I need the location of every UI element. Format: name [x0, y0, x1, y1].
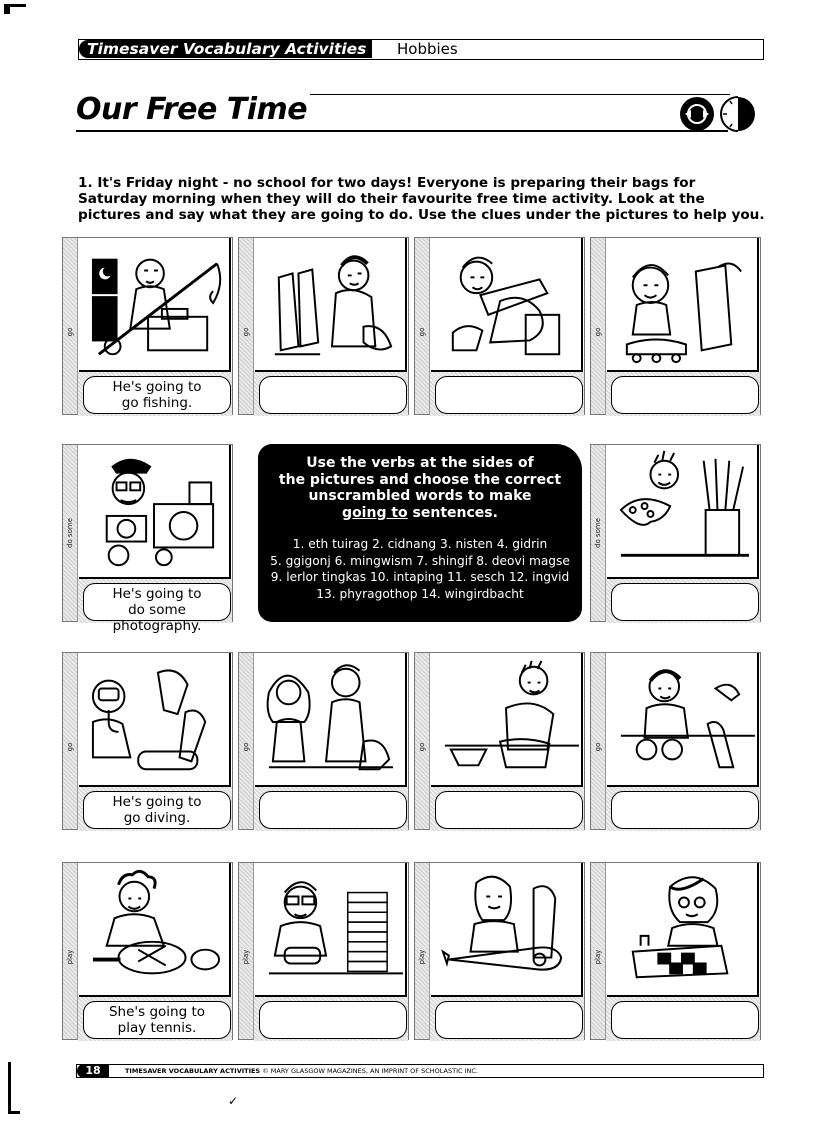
page-footer [76, 1064, 764, 1078]
card-tennis [62, 862, 233, 1040]
answer-bubble[interactable] [611, 1001, 759, 1039]
swimming-icon [431, 653, 583, 787]
check-mark-icon: ✓ [228, 1094, 239, 1108]
card-dancing [238, 652, 409, 830]
title-rule-top [310, 94, 730, 95]
birdwatching-icon [607, 653, 759, 787]
card-verb: go [594, 742, 602, 752]
answer-bubble[interactable]: He's going to do some photography. [83, 583, 231, 621]
card-verb: go [66, 742, 74, 752]
card-verb: go [242, 742, 250, 752]
answer-bubble[interactable] [611, 583, 759, 621]
card-jogging [414, 237, 585, 415]
answer-bubble[interactable] [435, 1001, 583, 1039]
answer-bubble[interactable] [435, 791, 583, 829]
margin-bar-foot [8, 1111, 20, 1114]
series-header [78, 39, 764, 60]
card-fishing [62, 237, 233, 415]
answer-bubble[interactable] [259, 791, 407, 829]
card-swimming [414, 652, 585, 830]
card-video-games [238, 862, 409, 1040]
card-riding [238, 237, 409, 415]
card-verb: play [242, 949, 250, 965]
answer-bubble[interactable] [611, 791, 759, 829]
card-verb: play [594, 949, 602, 965]
answer-bubble[interactable]: He's going to go fishing. [83, 376, 231, 414]
card-diving [62, 652, 233, 830]
answer-bubble[interactable] [259, 1001, 407, 1039]
series-label: Timesaver Vocabulary Activities [79, 40, 372, 58]
fishing-icon [79, 238, 231, 372]
diving-icon [79, 653, 231, 787]
card-birdwatching [590, 652, 761, 830]
title-rule [76, 130, 728, 132]
painting-icon [607, 445, 759, 579]
card-chess [590, 862, 761, 1040]
tennis-icon [79, 863, 231, 997]
card-verb: do some [594, 517, 602, 548]
card-verb: play [418, 949, 426, 965]
card-guitar [414, 862, 585, 1040]
riding-icon [255, 238, 407, 372]
page-number: 18 [77, 1064, 109, 1078]
dancing-icon [255, 653, 407, 787]
corner-mark-icon [2, 2, 28, 16]
card-painting [590, 444, 761, 622]
scrambled-words: 1. eth tuirag 2. cidnang 3. nisten 4. gidrin 5. ggigonj 6. mingwism 7. shingif 8. deovi magse 9. lerlor tingkas 10. intaping 11. sesch 12. ingvid 13. phyragothop 14. wingirdbacht [270, 537, 570, 601]
answer-bubble[interactable]: She's going to play tennis. [83, 1001, 231, 1039]
card-verb: go [594, 327, 602, 337]
card-verb: do some [66, 517, 74, 548]
answer-bubble[interactable] [259, 376, 407, 414]
card-photography [62, 444, 233, 634]
chess-icon [607, 863, 759, 997]
card-verb: go [418, 327, 426, 337]
footer-credit: TIMESAVER VOCABULARY ACTIVITIES © MARY GLASGOW MAGAZINES, AN IMPRINT OF SCHOLASTIC INC. [125, 1067, 478, 1075]
card-verb: go [418, 742, 426, 752]
guitar-icon [431, 863, 583, 997]
card-verb: go [66, 327, 74, 337]
camera-icon [79, 445, 231, 579]
card-skating [590, 237, 761, 415]
level-clock-icon [676, 93, 766, 135]
exercise-instructions: 1. It's Friday night - no school for two days! Everyone is preparing their bags for Saturday morning when they will do their favourite free time activity. Look at the pictures and say what they are going to do. Use the clues under the pictures to help you. [78, 175, 765, 223]
card-verb: play [66, 949, 74, 965]
card-verb: go [242, 327, 250, 337]
hint-box: Use the verbs at the sides of the pictures and choose the correct unscrambled words to make going to sentences. 1. eth tuirag 2. cidnang 3. nisten 4. gidrin 5. ggigonj 6. mingwism 7. shingif 8. deovi magse 9. lerlor tingkas 10. intaping 11. sesch 12. ingvid 13. phyragothop 14. wingirdbacht [258, 444, 582, 622]
topic-label: Hobbies [397, 40, 458, 58]
answer-bubble[interactable]: He's going to go diving. [83, 791, 231, 829]
jogging-icon [431, 238, 583, 372]
margin-bar [8, 1062, 11, 1114]
skating-icon [607, 238, 759, 372]
answer-bubble[interactable] [435, 376, 583, 414]
page-title: Our Free Time [76, 92, 308, 127]
answer-bubble[interactable] [611, 376, 759, 414]
video-games-icon [255, 863, 407, 997]
